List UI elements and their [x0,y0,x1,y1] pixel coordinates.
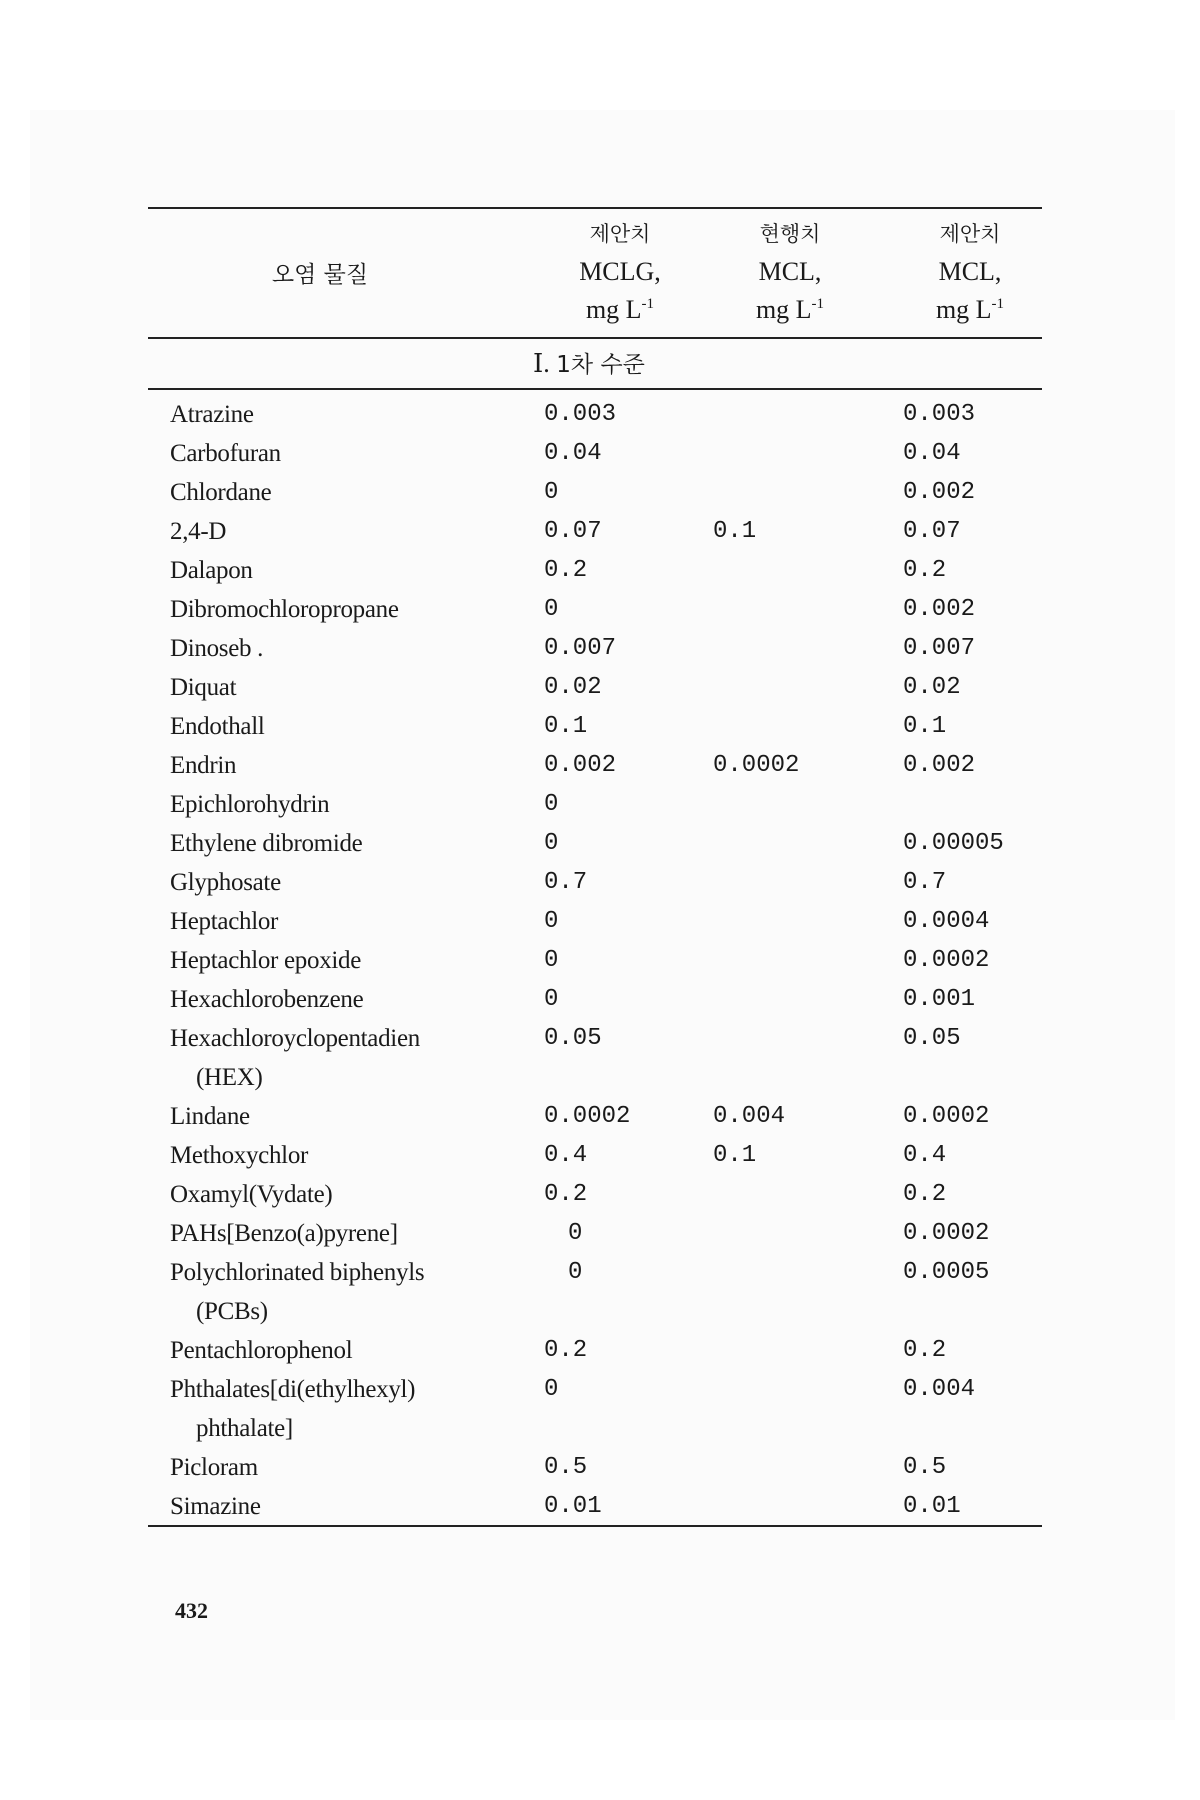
substance-name: Diquat [170,674,237,701]
header-proposed-mclg-line1: 제안치 [589,222,651,246]
substance-name-continuation: (PCBs) [196,1298,268,1325]
proposed-mclg-value: 0.2 [544,1181,588,1208]
proposed-mclg-value: 0 [544,947,559,974]
table-row [170,863,1050,902]
current-mcl-value: 0.0002 [713,752,800,779]
proposed-mclg-value: 0.2 [544,557,588,584]
proposed-mclg-value: 0.07 [544,518,602,545]
proposed-mcl-value: 0.001 [903,986,976,1013]
header-current-mcl [690,215,890,329]
substance-name: Heptachlor epoxide [170,947,362,974]
table-row [170,1175,1050,1214]
proposed-mcl-value: 0.0002 [903,1103,990,1130]
table-row [170,1019,1050,1097]
current-mcl-value: 0.004 [713,1103,786,1130]
substance-name: Glyphosate [170,869,281,896]
substance-name: Endrin [170,752,237,779]
proposed-mclg-value: 0 [544,986,559,1013]
substance-name: Dibromochloropropane [170,596,399,623]
proposed-mclg-value: 0 [544,479,559,506]
table-row [170,1331,1050,1370]
table-row [170,746,1050,785]
proposed-mclg-value: 0.1 [544,713,588,740]
proposed-mcl-value: 0.003 [903,401,976,428]
table-body [170,395,1050,1526]
header-current-mcl-unit: mg $L^{-1}$ [755,295,825,324]
proposed-mcl-value: 0.2 [903,1337,947,1364]
table-row [170,785,1050,824]
table-row [170,668,1050,707]
table-row [170,473,1050,512]
substance-name: Picloram [170,1454,258,1481]
header-proposed-mclg-unit: mg $L^{-1}$ [585,295,655,324]
substance-name: Polychlorinated biphenyls (PCBs) [170,1253,424,1331]
table-row [170,1136,1050,1175]
proposed-mclg-value: 0.2 [544,1337,588,1364]
proposed-mclg-value: 0 [568,1220,583,1247]
proposed-mclg-value: 0.01 [544,1493,602,1520]
proposed-mclg-value: 0 [544,791,559,818]
table-row [170,1097,1050,1136]
proposed-mcl-value: 0.002 [903,479,976,506]
substance-name-continuation: phthalate] [196,1415,293,1442]
proposed-mclg-value: 0.05 [544,1025,602,1052]
header-substance: 오염 물질 [271,262,369,288]
table-row [170,707,1050,746]
substance-name: Endothall [170,713,265,740]
table-row [170,434,1050,473]
table-row [170,551,1050,590]
substance-name: Epichlorohydrin [170,791,330,818]
proposed-mcl-value: 0.0005 [903,1259,990,1286]
proposed-mclg-value: 0.0002 [544,1103,631,1130]
proposed-mclg-value: 0.7 [544,869,588,896]
proposed-mclg-value: 0.002 [544,752,617,779]
proposed-mcl-value: 0.2 [903,1181,947,1208]
proposed-mcl-value: 0.00005 [903,830,1004,857]
table-row [170,629,1050,668]
substance-name: Atrazine [170,401,254,428]
proposed-mcl-value: 0.1 [903,713,947,740]
substance-name: Methoxychlor [170,1142,309,1169]
table-top-rule [148,207,1042,209]
proposed-mclg-value: 0 [568,1259,583,1286]
proposed-mclg-value: 0.02 [544,674,602,701]
proposed-mcl-value: 0.04 [903,440,961,467]
proposed-mclg-value: 0.007 [544,635,617,662]
table-row [170,1214,1050,1253]
proposed-mclg-value: 0 [544,1376,559,1403]
table-row [170,1253,1050,1331]
table-row [170,902,1050,941]
proposed-mcl-value: 0.007 [903,635,976,662]
proposed-mcl-value: 0.0002 [903,1220,990,1247]
header-proposed-mcl-line2: MCL, [938,257,1002,286]
current-mcl-value: 0.1 [713,1142,757,1169]
section-label-text: 1차 수준 [556,352,645,378]
proposed-mcl-value: 0.7 [903,869,947,896]
section-title [533,346,645,383]
substance-name-continuation: (HEX) [196,1064,263,1091]
proposed-mcl-value: 0.002 [903,752,976,779]
substance-name: Carbofuran [170,440,281,467]
table-row [170,395,1050,434]
proposed-mclg-value: 0.4 [544,1142,588,1169]
proposed-mcl-value: 0.01 [903,1493,961,1520]
page-number: 432 [175,1598,208,1623]
header-proposed-mclg-line2: MCLG, [579,257,661,286]
proposed-mcl-value: 0.2 [903,557,947,584]
table-row [170,1487,1050,1526]
proposed-mclg-value: 0.04 [544,440,602,467]
header-bottom-rule [148,337,1042,339]
proposed-mcl-value: 0.07 [903,518,961,545]
table-row [170,980,1050,1019]
proposed-mcl-value: 0.002 [903,596,976,623]
proposed-mcl-value: 0.0002 [903,947,990,974]
table-row [170,941,1050,980]
substance-name: Lindane [170,1103,250,1130]
proposed-mclg-value: 0 [544,596,559,623]
substance-name: Ethylene dibromide [170,830,363,857]
proposed-mcl-value: 0.05 [903,1025,961,1052]
table-row [170,1448,1050,1487]
proposed-mcl-value: 0.004 [903,1376,976,1403]
current-mcl-value: 0.1 [713,518,757,545]
table-bottom-rule [148,1525,1042,1527]
section-numeral: Ⅰ. [533,349,550,378]
proposed-mclg-value: 0 [544,908,559,935]
table-row [170,824,1050,863]
header-proposed-mcl-unit: mg $L^{-1}$ [935,295,1005,324]
substance-name: Pentachlorophenol [170,1337,353,1364]
proposed-mclg-value: 0.5 [544,1454,588,1481]
header-proposed-mcl [870,215,1070,329]
substance-name: PAHs[Benzo(a)pyrene] [170,1220,398,1247]
table-row [170,1370,1050,1448]
header-current-mcl-line1: 현행치 [759,222,821,246]
section-bottom-rule [148,388,1042,390]
proposed-mclg-value: 0 [544,830,559,857]
substance-name: Dinoseb . [170,635,264,662]
table-row [170,512,1050,551]
substance-name: Oxamyl(Vydate) [170,1181,333,1208]
substance-name: Hexachloroyclopentadien (HEX) [170,1019,420,1097]
substance-name: Simazine [170,1493,261,1520]
proposed-mcl-value: 0.02 [903,674,961,701]
header-current-mcl-line2: MCL, [758,257,822,286]
table-row [170,590,1050,629]
substance-name: Chlordane [170,479,272,506]
proposed-mclg-value: 0.003 [544,401,617,428]
proposed-mcl-value: 0.0004 [903,908,990,935]
header-proposed-mcl-line1: 제안치 [939,222,1001,246]
substance-name: 2,4-D [170,518,227,545]
substance-name: Heptachlor [170,908,279,935]
proposed-mcl-value: 0.4 [903,1142,947,1169]
substance-name: Dalapon [170,557,253,584]
proposed-mcl-value: 0.5 [903,1454,947,1481]
substance-name: Hexachlorobenzene [170,986,364,1013]
substance-name: Phthalates[di(ethylhexyl) phthalate] [170,1370,415,1448]
